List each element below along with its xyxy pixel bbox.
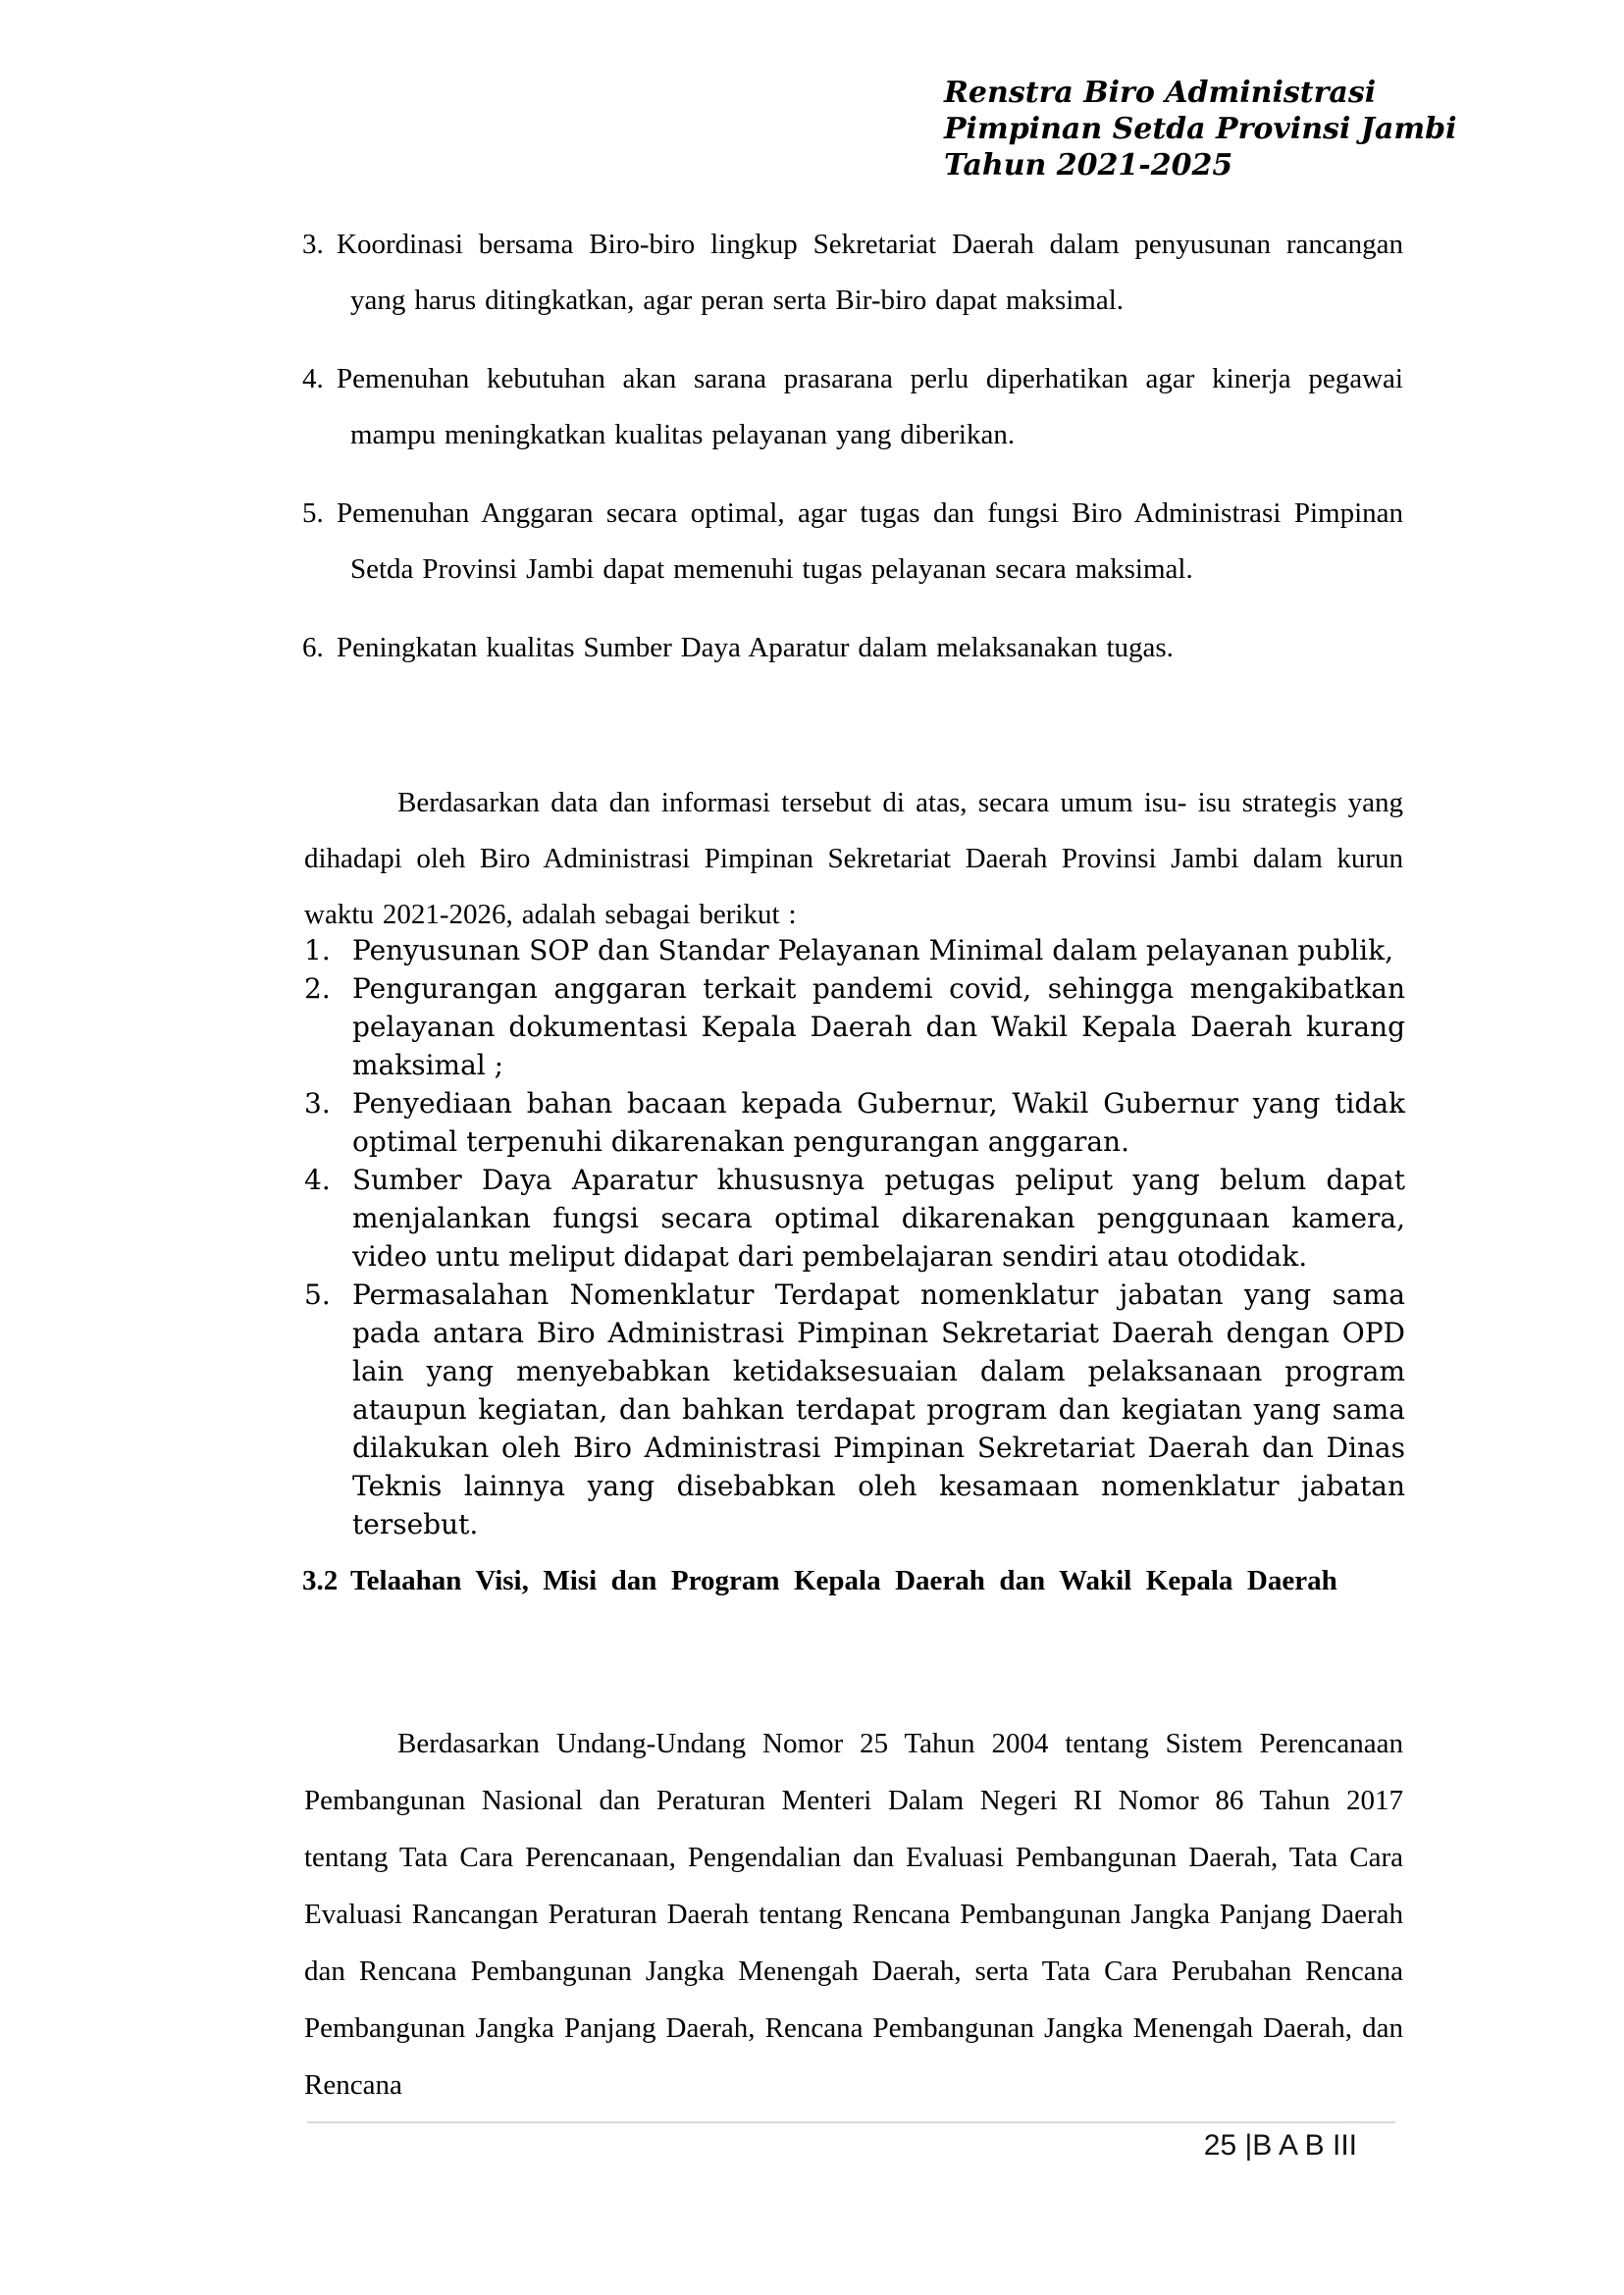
list-item-number: 6. (302, 632, 324, 663)
footer-divider (307, 2121, 1395, 2123)
list-item-number: 2. (304, 972, 331, 1005)
list-item-number: 3. (302, 229, 324, 260)
intro-paragraph: Berdasarkan data dan informasi tersebut di atas, secara umum isu- isu strategis yang dihadapi oleh Biro Administrasi Pimpinan Sekretariat Daerah Provinsi Jambi dalam kurun waktu 2021-2026, adalah sebagai berikut : (304, 787, 1403, 930)
list-item (304, 620, 1403, 676)
list-item-text: Pemenuhan Anggaran secara optimal, agar tugas dan fungsi Biro Administrasi Pimpinan Setda Provinsi Jambi dapat memenuhi tugas pelayanan secara maksimal. (337, 497, 1403, 585)
list-item (304, 486, 1403, 598)
list-item-number: 4. (304, 1164, 331, 1196)
list-item-number: 5. (304, 1278, 331, 1311)
running-header-line: Tahun 2021-2025 (944, 148, 1233, 183)
list-item (304, 1084, 1405, 1161)
section-number: 3.2 (302, 1565, 339, 1596)
list-item-number: 3. (304, 1087, 331, 1120)
list-item-number: 5. (302, 497, 324, 529)
running-header-line: Renstra Biro Administrasi (944, 76, 1377, 110)
list-item (304, 1276, 1405, 1543)
legal-basis-paragraph: Berdasarkan Undang-Undang Nomor 25 Tahun 2004 tentang Sistem Perencanaan Pembangunan Nasional dan Peraturan Menteri Dalam Negeri RI Nomor 86 Tahun 2017 tentang Tata Cara Perencanaan, Pengendalian dan Evaluasi Pembangunan Daerah, Tata Cara Evaluasi Rancangan Peraturan Daerah tentang Rencana Pembangunan Jangka Panjang Daerah dan Rencana Pembangunan Jangka Menengah Daerah, serta Tata Cara Perubahan Rencana Pembangunan Jangka Panjang Daerah, Rencana Pembangunan Jangka Menengah Daerah, dan Rencana (304, 1728, 1403, 2101)
numbered-list-conclusions (304, 217, 1403, 699)
list-item-text: Peningkatan kualitas Sumber Daya Aparatur dalam melaksanakan tugas. (337, 632, 1174, 663)
list-item-text: Sumber Daya Aparatur khususnya petugas peliput yang belum dapat menjalankan fungsi secara optimal dikarenakan penggunaan kamera, video untu meliput didapat dari pembelajaran sendiri atau otodidak. (352, 1164, 1405, 1273)
list-item-text: Permasalahan Nomenklatur Terdapat nomenklatur jabatan yang sama pada antara Biro Administrasi Pimpinan Sekretariat Daerah dengan OPD lain yang menyebabkan ketidaksesuaian dalam pelaksanaan program ataupun kegiatan, dan bahkan terdapat program dan kegiatan yang sama dilakukan oleh Biro Administrasi Pimpinan Sekretariat Daerah dan Dinas Teknis lainnya yang disebabkan oleh kesamaan nomenklatur jabatan tersebut. (352, 1278, 1405, 1540)
list-item (304, 217, 1403, 329)
running-header-line: Pimpinan Setda Provinsi Jambi (944, 112, 1457, 146)
list-item-text: Pemenuhan kebutuhan akan sarana prasarana perlu diperhatikan agar kinerja pegawai mampu meningkatkan kualitas pelayanan yang diberikan. (337, 363, 1403, 450)
list-item-text: Pengurangan anggaran terkait pandemi covid, sehingga mengakibatkan pelayanan dokumentasi Kepala Daerah dan Wakil Kepala Daerah kurang maksimal ; (352, 972, 1405, 1081)
list-item (304, 931, 1405, 969)
list-item-text: Penyediaan bahan bacaan kepada Gubernur, Wakil Gubernur yang tidak optimal terpenuhi dikarenakan pengurangan anggaran. (352, 1087, 1405, 1158)
list-item-text: Penyusunan SOP dan Standar Pelayanan Minimal dalam pelayanan publik, (352, 934, 1393, 966)
list-item (304, 969, 1405, 1084)
list-item (304, 1161, 1405, 1276)
section-heading-3-2 (302, 1554, 1403, 1607)
page-number-footer: 25 |B A B III (1203, 2129, 1357, 2162)
list-item-number: 4. (302, 363, 324, 394)
section-title: Telaahan Visi, Misi dan Program Kepala Daerah dan Wakil Kepala Daerah (350, 1565, 1337, 1596)
list-item-number: 1. (304, 934, 331, 966)
running-header (944, 75, 1457, 183)
numbered-list-strategic-issues (304, 931, 1405, 1543)
list-item (304, 351, 1403, 463)
list-item-text: Koordinasi bersama Biro-biro lingkup Sekretariat Daerah dalam penyusunan rancangan yang harus ditingkatkan, agar peran serta Bir-biro dapat maksimal. (337, 229, 1403, 316)
